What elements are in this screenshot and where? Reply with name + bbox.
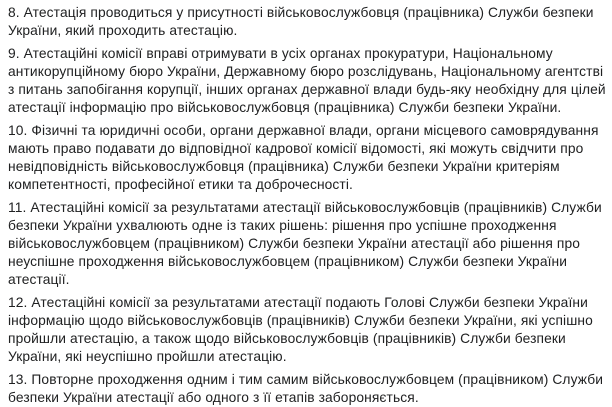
paragraph-10: 10. Фізичні та юридичні особи, органи державної влади, органи місцевого самоврядування мають право подавати до відповідної кадрової комісії відомості, які можуть свідчити про невідповідність військовослужбовця (працівника) Служби безпеки України критеріям компетентності, професійної етики та доброчесності. [8,123,599,192]
paragraph-13: 13. Повторне проходження одним і тим самим військовослужбовцем (працівником) Служби безпеки України атестації або одного з її етапів забороняється. [8,372,604,405]
paragraph-11: 11. Атестаційні комісії за результатами атестації військовослужбовців (працівників) Служби безпеки України ухвалюють одне із таких рішень: рішення про успішне проходження військовослужбовцем (працівником) Служби безпеки України атестації або рішення про неуспішне проходження військовослужбовцем (працівником) Служби безпеки України атестації. [8,200,602,287]
paragraph-9: 9. Атестаційні комісії вправі отримувати в усіх органах прокуратури, Національному антикорупційному бюро України, Державному бюро розслідувань, Національному агентстві з питань запобігання корупції, інших органах державної влади будь-яку необхідну для цілей атестації інформацію про військовослужбовця (працівника) Служби безпеки України. [8,46,606,115]
paragraph-12: 12. Атестаційні комісії за результатами атестації подають Голові Служби безпеки України інформацію щодо військовослужбовців (працівників) Служби безпеки України, які успішно пройшли атестацію, а також щодо військовослужбовців (працівників) Служби безпеки України, які неуспішно пройшли атестацію. [8,295,593,364]
paragraph-8: 8. Атестація проводиться у присутності військовослужбовця (працівника) Служби безпеки України, який проходить атестацію. [8,5,594,38]
